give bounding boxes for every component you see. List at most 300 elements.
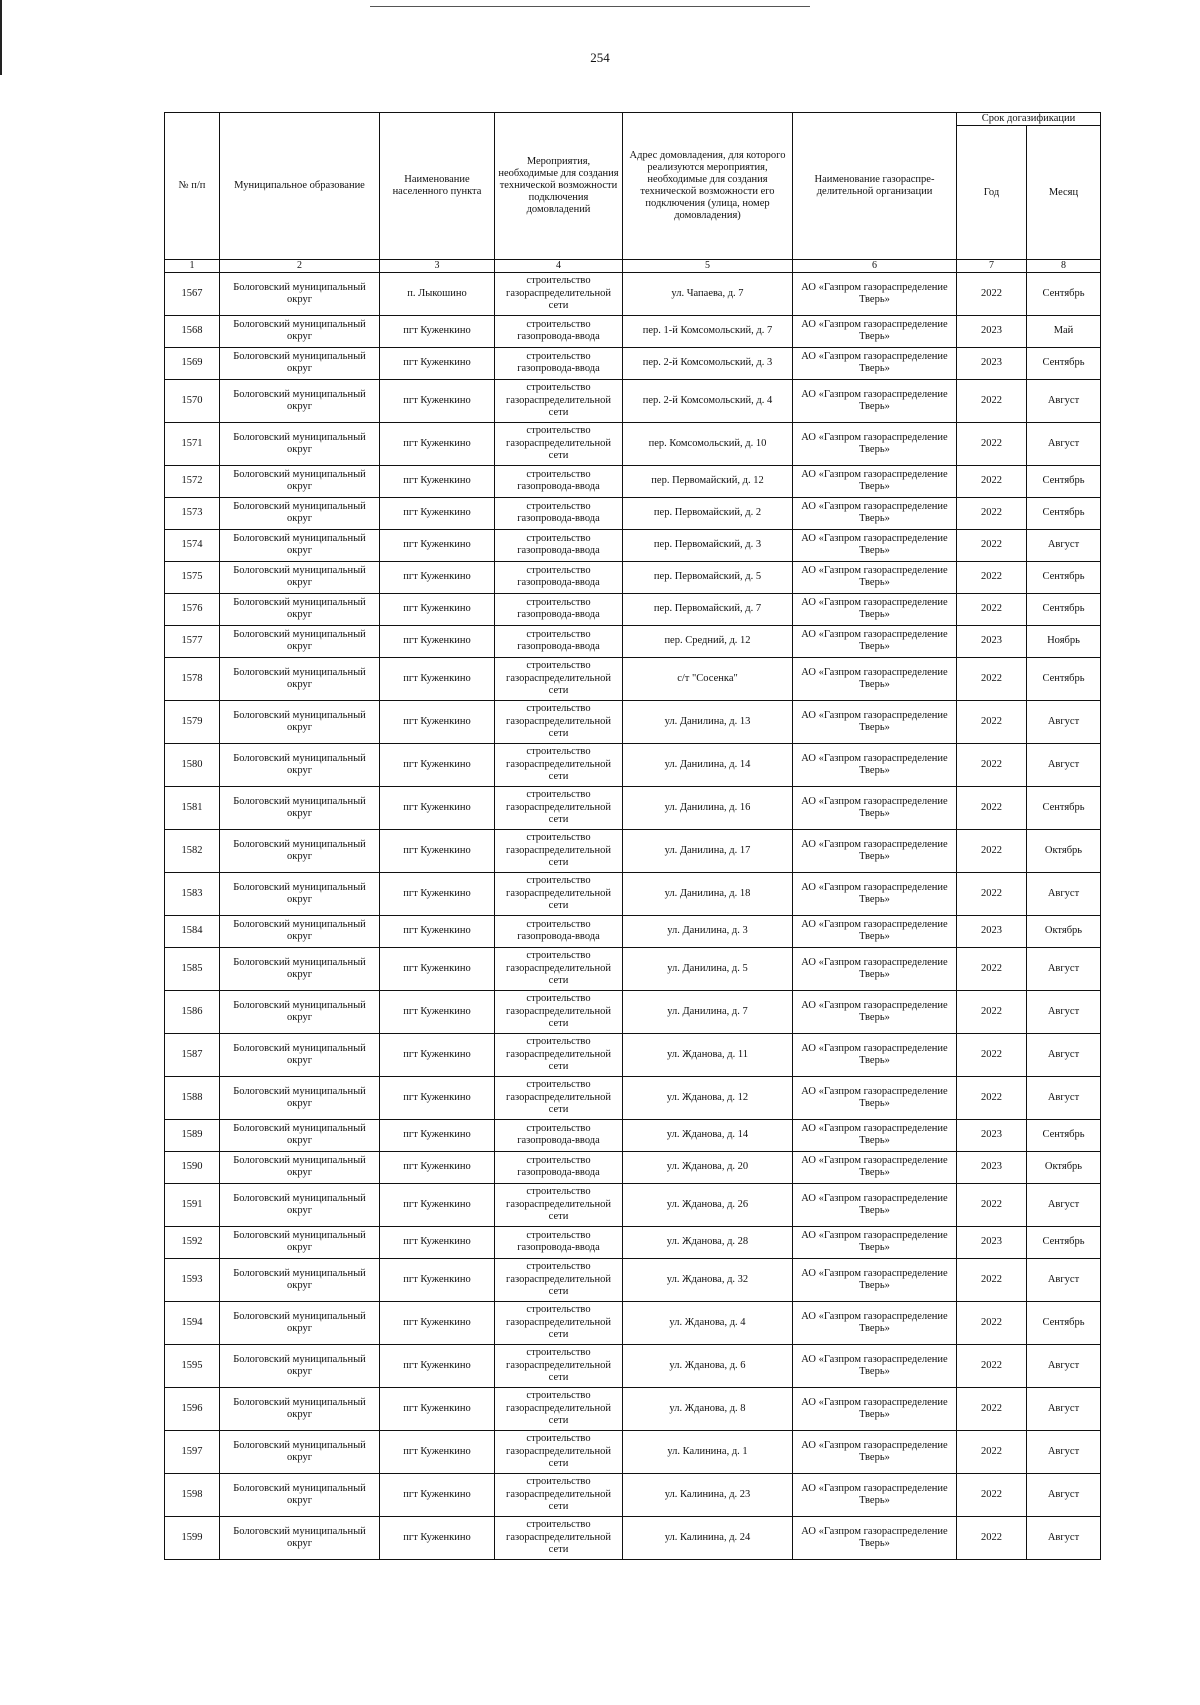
municipality-cell: Бологовский муниципальный округ bbox=[220, 561, 380, 593]
year-cell: 2022 bbox=[957, 657, 1027, 700]
settlement-cell: п. Лыкошино bbox=[380, 272, 495, 315]
municipality-cell: Бологовский муниципальный округ bbox=[220, 315, 380, 347]
address-cell: ул. Жданова, д. 12 bbox=[623, 1076, 793, 1119]
address-cell: пер. Средний, д. 12 bbox=[623, 625, 793, 657]
row-number: 1596 bbox=[165, 1387, 220, 1430]
table-row bbox=[165, 1473, 1101, 1516]
month-cell: Август bbox=[1027, 1344, 1101, 1387]
measure-cell: строительство газораспределительной сети bbox=[495, 379, 623, 422]
gdo-cell: АО «Газпром газораспределение Тверь» bbox=[793, 1516, 957, 1559]
gdo-cell: АО «Газпром газораспределение Тверь» bbox=[793, 743, 957, 786]
measure-cell: строительство газораспределительной сети bbox=[495, 700, 623, 743]
row-number: 1574 bbox=[165, 529, 220, 561]
gdo-cell: АО «Газпром газораспределение Тверь» bbox=[793, 915, 957, 947]
address-cell: пер. Первомайский, д. 12 bbox=[623, 465, 793, 497]
table-row bbox=[165, 561, 1101, 593]
year-cell: 2022 bbox=[957, 497, 1027, 529]
municipality-cell: Бологовский муниципальный округ bbox=[220, 1151, 380, 1183]
table-row bbox=[165, 657, 1101, 700]
year-cell: 2022 bbox=[957, 1183, 1027, 1226]
measure-cell: строительство газопровода-ввода bbox=[495, 1226, 623, 1258]
table-row bbox=[165, 1151, 1101, 1183]
table-row bbox=[165, 829, 1101, 872]
row-number: 1598 bbox=[165, 1473, 220, 1516]
settlement-cell: пгт Куженкино bbox=[380, 1076, 495, 1119]
measure-cell: строительство газораспределительной сети bbox=[495, 1344, 623, 1387]
gdo-cell: АО «Газпром газораспределение Тверь» bbox=[793, 1387, 957, 1430]
table-row bbox=[165, 915, 1101, 947]
address-cell: ул. Жданова, д. 26 bbox=[623, 1183, 793, 1226]
row-number: 1586 bbox=[165, 990, 220, 1033]
row-number: 1592 bbox=[165, 1226, 220, 1258]
address-cell: ул. Жданова, д. 20 bbox=[623, 1151, 793, 1183]
table-row bbox=[165, 786, 1101, 829]
municipality-cell: Бологовский муниципальный округ bbox=[220, 700, 380, 743]
measure-cell: строительство газораспределительной сети bbox=[495, 872, 623, 915]
municipality-cell: Бологовский муниципальный округ bbox=[220, 1516, 380, 1559]
measure-cell: строительство газораспределительной сети bbox=[495, 1473, 623, 1516]
municipality-cell: Бологовский муниципальный округ bbox=[220, 1258, 380, 1301]
header-row-top bbox=[165, 113, 1101, 126]
month-cell: Сентябрь bbox=[1027, 272, 1101, 315]
year-cell: 2023 bbox=[957, 347, 1027, 379]
measure-cell: строительство газораспределительной сети bbox=[495, 272, 623, 315]
header-term-group: Срок догазификации bbox=[957, 113, 1101, 126]
measure-cell: строительство газораспределительной сети bbox=[495, 829, 623, 872]
month-cell: Сентябрь bbox=[1027, 465, 1101, 497]
gdo-cell: АО «Газпром газораспределение Тверь» bbox=[793, 1258, 957, 1301]
municipality-cell: Бологовский муниципальный округ bbox=[220, 529, 380, 561]
gdo-cell: АО «Газпром газораспределение Тверь» bbox=[793, 1183, 957, 1226]
address-cell: пер. 1-й Комсомольский, д. 7 bbox=[623, 315, 793, 347]
month-cell: Август bbox=[1027, 1387, 1101, 1430]
measure-cell: строительство газораспределительной сети bbox=[495, 1258, 623, 1301]
year-cell: 2023 bbox=[957, 625, 1027, 657]
month-cell: Август bbox=[1027, 1076, 1101, 1119]
year-cell: 2022 bbox=[957, 1344, 1027, 1387]
row-number: 1579 bbox=[165, 700, 220, 743]
settlement-cell: пгт Куженкино bbox=[380, 786, 495, 829]
address-cell: ул. Калинина, д. 1 bbox=[623, 1430, 793, 1473]
municipality-cell: Бологовский муниципальный округ bbox=[220, 1473, 380, 1516]
month-cell: Август bbox=[1027, 700, 1101, 743]
year-cell: 2022 bbox=[957, 561, 1027, 593]
month-cell: Август bbox=[1027, 422, 1101, 465]
address-cell: пер. 2-й Комсомольский, д. 4 bbox=[623, 379, 793, 422]
column-number: 2 bbox=[220, 260, 380, 273]
row-number: 1591 bbox=[165, 1183, 220, 1226]
row-number: 1582 bbox=[165, 829, 220, 872]
month-cell: Октябрь bbox=[1027, 1151, 1101, 1183]
table-row bbox=[165, 1033, 1101, 1076]
municipality-cell: Бологовский муниципальный округ bbox=[220, 1076, 380, 1119]
gdo-cell: АО «Газпром газораспределение Тверь» bbox=[793, 990, 957, 1033]
address-cell: ул. Калинина, д. 24 bbox=[623, 1516, 793, 1559]
year-cell: 2022 bbox=[957, 1516, 1027, 1559]
municipality-cell: Бологовский муниципальный округ bbox=[220, 915, 380, 947]
municipality-cell: Бологовский муниципальный округ bbox=[220, 1183, 380, 1226]
row-number: 1568 bbox=[165, 315, 220, 347]
row-number: 1585 bbox=[165, 947, 220, 990]
settlement-cell: пгт Куженкино bbox=[380, 1119, 495, 1151]
month-cell: Август bbox=[1027, 529, 1101, 561]
table-row bbox=[165, 1119, 1101, 1151]
row-number: 1577 bbox=[165, 625, 220, 657]
address-cell: ул. Данилина, д. 18 bbox=[623, 872, 793, 915]
gdo-cell: АО «Газпром газораспределение Тверь» bbox=[793, 829, 957, 872]
settlement-cell: пгт Куженкино bbox=[380, 561, 495, 593]
settlement-cell: пгт Куженкино bbox=[380, 1258, 495, 1301]
year-cell: 2022 bbox=[957, 786, 1027, 829]
settlement-cell: пгт Куженкино bbox=[380, 990, 495, 1033]
settlement-cell: пгт Куженкино bbox=[380, 1226, 495, 1258]
month-cell: Сентябрь bbox=[1027, 561, 1101, 593]
gdo-cell: АО «Газпром газораспределение Тверь» bbox=[793, 786, 957, 829]
measure-cell: строительство газопровода-ввода bbox=[495, 465, 623, 497]
month-cell: Ноябрь bbox=[1027, 625, 1101, 657]
settlement-cell: пгт Куженкино bbox=[380, 1473, 495, 1516]
municipality-cell: Бологовский муниципальный округ bbox=[220, 1119, 380, 1151]
year-cell: 2022 bbox=[957, 1076, 1027, 1119]
municipality-cell: Бологовский муниципальный округ bbox=[220, 422, 380, 465]
settlement-cell: пгт Куженкино bbox=[380, 1430, 495, 1473]
month-cell: Октябрь bbox=[1027, 829, 1101, 872]
row-number: 1588 bbox=[165, 1076, 220, 1119]
table-row bbox=[165, 1430, 1101, 1473]
settlement-cell: пгт Куженкино bbox=[380, 625, 495, 657]
column-number: 3 bbox=[380, 260, 495, 273]
municipality-cell: Бологовский муниципальный округ bbox=[220, 990, 380, 1033]
settlement-cell: пгт Куженкино bbox=[380, 422, 495, 465]
measure-cell: строительство газопровода-ввода bbox=[495, 1119, 623, 1151]
measure-cell: строительство газораспределительной сети bbox=[495, 1301, 623, 1344]
address-cell: пер. Первомайский, д. 7 bbox=[623, 593, 793, 625]
month-cell: Май bbox=[1027, 315, 1101, 347]
table-row bbox=[165, 422, 1101, 465]
gdo-cell: АО «Газпром газораспределение Тверь» bbox=[793, 497, 957, 529]
gdo-cell: АО «Газпром газораспределение Тверь» bbox=[793, 529, 957, 561]
month-cell: Август bbox=[1027, 1033, 1101, 1076]
measure-cell: строительство газораспределительной сети bbox=[495, 1033, 623, 1076]
municipality-cell: Бологовский муниципальный округ bbox=[220, 1344, 380, 1387]
column-number: 1 bbox=[165, 260, 220, 273]
settlement-cell: пгт Куженкино bbox=[380, 1387, 495, 1430]
municipality-cell: Бологовский муниципальный округ bbox=[220, 1387, 380, 1430]
municipality-cell: Бологовский муниципальный округ bbox=[220, 829, 380, 872]
municipality-cell: Бологовский муниципальный округ bbox=[220, 1226, 380, 1258]
address-cell: пер. Первомайский, д. 3 bbox=[623, 529, 793, 561]
address-cell: пер. Комсомольский, д. 10 bbox=[623, 422, 793, 465]
month-cell: Август bbox=[1027, 1430, 1101, 1473]
gdo-cell: АО «Газпром газораспределение Тверь» bbox=[793, 657, 957, 700]
gdo-cell: АО «Газпром газораспределение Тверь» bbox=[793, 1430, 957, 1473]
row-number: 1572 bbox=[165, 465, 220, 497]
measure-cell: строительство газораспределительной сети bbox=[495, 1076, 623, 1119]
month-cell: Август bbox=[1027, 872, 1101, 915]
month-cell: Август bbox=[1027, 947, 1101, 990]
table-row bbox=[165, 1301, 1101, 1344]
address-cell: ул. Жданова, д. 32 bbox=[623, 1258, 793, 1301]
measure-cell: строительство газопровода-ввода bbox=[495, 625, 623, 657]
year-cell: 2022 bbox=[957, 1473, 1027, 1516]
municipality-cell: Бологовский муниципальный округ bbox=[220, 497, 380, 529]
settlement-cell: пгт Куженкино bbox=[380, 379, 495, 422]
settlement-cell: пгт Куженкино bbox=[380, 593, 495, 625]
table-row bbox=[165, 743, 1101, 786]
year-cell: 2023 bbox=[957, 1151, 1027, 1183]
month-cell: Сентябрь bbox=[1027, 786, 1101, 829]
measure-cell: строительство газопровода-ввода bbox=[495, 497, 623, 529]
gdo-cell: АО «Газпром газораспределение Тверь» bbox=[793, 1226, 957, 1258]
table-row bbox=[165, 700, 1101, 743]
year-cell: 2022 bbox=[957, 872, 1027, 915]
row-number: 1583 bbox=[165, 872, 220, 915]
row-number: 1599 bbox=[165, 1516, 220, 1559]
row-number: 1589 bbox=[165, 1119, 220, 1151]
month-cell: Сентябрь bbox=[1027, 593, 1101, 625]
month-cell: Сентябрь bbox=[1027, 497, 1101, 529]
measure-cell: строительство газопровода-ввода bbox=[495, 915, 623, 947]
settlement-cell: пгт Куженкино bbox=[380, 743, 495, 786]
settlement-cell: пгт Куженкино bbox=[380, 315, 495, 347]
month-cell: Сентябрь bbox=[1027, 1119, 1101, 1151]
municipality-cell: Бологовский муниципальный округ bbox=[220, 657, 380, 700]
row-number: 1581 bbox=[165, 786, 220, 829]
column-number: 7 bbox=[957, 260, 1027, 273]
header-settlement: Наименование населенного пункта bbox=[380, 113, 495, 260]
gdo-cell: АО «Газпром газораспределение Тверь» bbox=[793, 947, 957, 990]
municipality-cell: Бологовский муниципальный округ bbox=[220, 872, 380, 915]
settlement-cell: пгт Куженкино bbox=[380, 529, 495, 561]
year-cell: 2023 bbox=[957, 1119, 1027, 1151]
gdo-cell: АО «Газпром газораспределение Тверь» bbox=[793, 1344, 957, 1387]
header-municipality: Муниципальное образование bbox=[220, 113, 380, 260]
gdo-cell: АО «Газпром газораспределение Тверь» bbox=[793, 347, 957, 379]
measure-cell: строительство газораспределительной сети bbox=[495, 1516, 623, 1559]
year-cell: 2022 bbox=[957, 1301, 1027, 1344]
gasification-table bbox=[164, 112, 1101, 1560]
year-cell: 2022 bbox=[957, 947, 1027, 990]
address-cell: пер. 2-й Комсомольский, д. 3 bbox=[623, 347, 793, 379]
header-gdo: Наименование газораспре-делительной организации bbox=[793, 113, 957, 260]
gdo-cell: АО «Газпром газораспределение Тверь» bbox=[793, 422, 957, 465]
table-row bbox=[165, 497, 1101, 529]
column-number: 4 bbox=[495, 260, 623, 273]
month-cell: Сентябрь bbox=[1027, 347, 1101, 379]
gdo-cell: АО «Газпром газораспределение Тверь» bbox=[793, 1151, 957, 1183]
column-number-row bbox=[165, 260, 1101, 273]
address-cell: ул. Жданова, д. 4 bbox=[623, 1301, 793, 1344]
gdo-cell: АО «Газпром газораспределение Тверь» bbox=[793, 1076, 957, 1119]
gdo-cell: АО «Газпром газораспределение Тверь» bbox=[793, 315, 957, 347]
table-body bbox=[165, 272, 1101, 1559]
municipality-cell: Бологовский муниципальный округ bbox=[220, 347, 380, 379]
municipality-cell: Бологовский муниципальный округ bbox=[220, 625, 380, 657]
table-row bbox=[165, 1076, 1101, 1119]
month-cell: Август bbox=[1027, 1183, 1101, 1226]
gdo-cell: АО «Газпром газораспределение Тверь» bbox=[793, 625, 957, 657]
page-number: 254 bbox=[590, 50, 610, 65]
municipality-cell: Бологовский муниципальный округ bbox=[220, 465, 380, 497]
row-number: 1584 bbox=[165, 915, 220, 947]
table-row bbox=[165, 1387, 1101, 1430]
table-row bbox=[165, 872, 1101, 915]
row-number: 1569 bbox=[165, 347, 220, 379]
settlement-cell: пгт Куженкино bbox=[380, 947, 495, 990]
table-row bbox=[165, 529, 1101, 561]
table-row bbox=[165, 347, 1101, 379]
table-row bbox=[165, 1183, 1101, 1226]
municipality-cell: Бологовский муниципальный округ bbox=[220, 1033, 380, 1076]
year-cell: 2022 bbox=[957, 1033, 1027, 1076]
address-cell: ул. Жданова, д. 6 bbox=[623, 1344, 793, 1387]
table-row bbox=[165, 625, 1101, 657]
month-cell: Август bbox=[1027, 743, 1101, 786]
measure-cell: строительство газопровода-ввода bbox=[495, 529, 623, 561]
address-cell: ул. Данилина, д. 7 bbox=[623, 990, 793, 1033]
row-number: 1597 bbox=[165, 1430, 220, 1473]
year-cell: 2022 bbox=[957, 593, 1027, 625]
year-cell: 2022 bbox=[957, 272, 1027, 315]
month-cell: Август bbox=[1027, 1473, 1101, 1516]
settlement-cell: пгт Куженкино bbox=[380, 1151, 495, 1183]
gdo-cell: АО «Газпром газораспределение Тверь» bbox=[793, 272, 957, 315]
measure-cell: строительство газораспределительной сети bbox=[495, 422, 623, 465]
measure-cell: строительство газораспределительной сети bbox=[495, 1387, 623, 1430]
measure-cell: строительство газораспределительной сети bbox=[495, 1430, 623, 1473]
month-cell: Август bbox=[1027, 379, 1101, 422]
year-cell: 2022 bbox=[957, 700, 1027, 743]
municipality-cell: Бологовский муниципальный округ bbox=[220, 272, 380, 315]
year-cell: 2022 bbox=[957, 422, 1027, 465]
gdo-cell: АО «Газпром газораспределение Тверь» bbox=[793, 1119, 957, 1151]
header-num: № п/п bbox=[165, 113, 220, 260]
year-cell: 2023 bbox=[957, 1226, 1027, 1258]
year-cell: 2022 bbox=[957, 1387, 1027, 1430]
measure-cell: строительство газопровода-ввода bbox=[495, 593, 623, 625]
year-cell: 2022 bbox=[957, 1430, 1027, 1473]
row-number: 1590 bbox=[165, 1151, 220, 1183]
month-cell: Август bbox=[1027, 990, 1101, 1033]
table-row bbox=[165, 1516, 1101, 1559]
measure-cell: строительство газораспределительной сети bbox=[495, 786, 623, 829]
row-number: 1570 bbox=[165, 379, 220, 422]
table-row bbox=[165, 1226, 1101, 1258]
settlement-cell: пгт Куженкино bbox=[380, 657, 495, 700]
row-number: 1576 bbox=[165, 593, 220, 625]
settlement-cell: пгт Куженкино bbox=[380, 497, 495, 529]
header-measures: Мероприятия, необходимые для создания технической возможности подключения домовладений bbox=[495, 113, 623, 260]
row-number: 1567 bbox=[165, 272, 220, 315]
year-cell: 2022 bbox=[957, 529, 1027, 561]
table-row bbox=[165, 315, 1101, 347]
measure-cell: строительство газораспределительной сети bbox=[495, 1183, 623, 1226]
settlement-cell: пгт Куженкино bbox=[380, 872, 495, 915]
table-row bbox=[165, 593, 1101, 625]
year-cell: 2022 bbox=[957, 465, 1027, 497]
measure-cell: строительство газораспределительной сети bbox=[495, 990, 623, 1033]
settlement-cell: пгт Куженкино bbox=[380, 1516, 495, 1559]
municipality-cell: Бологовский муниципальный округ bbox=[220, 743, 380, 786]
address-cell: ул. Данилина, д. 5 bbox=[623, 947, 793, 990]
municipality-cell: Бологовский муниципальный округ bbox=[220, 786, 380, 829]
table-row bbox=[165, 272, 1101, 315]
year-cell: 2022 bbox=[957, 990, 1027, 1033]
measure-cell: строительство газопровода-ввода bbox=[495, 1151, 623, 1183]
month-cell: Сентябрь bbox=[1027, 1226, 1101, 1258]
table-row bbox=[165, 990, 1101, 1033]
address-cell: ул. Жданова, д. 28 bbox=[623, 1226, 793, 1258]
municipality-cell: Бологовский муниципальный округ bbox=[220, 947, 380, 990]
settlement-cell: пгт Куженкино bbox=[380, 1301, 495, 1344]
month-cell: Октябрь bbox=[1027, 915, 1101, 947]
month-cell: Сентябрь bbox=[1027, 657, 1101, 700]
address-cell: ул. Чапаева, д. 7 bbox=[623, 272, 793, 315]
column-number: 5 bbox=[623, 260, 793, 273]
row-number: 1595 bbox=[165, 1344, 220, 1387]
settlement-cell: пгт Куженкино bbox=[380, 829, 495, 872]
settlement-cell: пгт Куженкино bbox=[380, 347, 495, 379]
address-cell: ул. Жданова, д. 8 bbox=[623, 1387, 793, 1430]
table-row bbox=[165, 1344, 1101, 1387]
header-year: Год bbox=[957, 126, 1027, 260]
table-row bbox=[165, 1258, 1101, 1301]
month-cell: Август bbox=[1027, 1516, 1101, 1559]
settlement-cell: пгт Куженкино bbox=[380, 1183, 495, 1226]
header-month: Месяц bbox=[1027, 126, 1101, 260]
measure-cell: строительство газопровода-ввода bbox=[495, 315, 623, 347]
gdo-cell: АО «Газпром газораспределение Тверь» bbox=[793, 379, 957, 422]
row-number: 1578 bbox=[165, 657, 220, 700]
address-cell: пер. Первомайский, д. 5 bbox=[623, 561, 793, 593]
row-number: 1575 bbox=[165, 561, 220, 593]
table-row bbox=[165, 947, 1101, 990]
settlement-cell: пгт Куженкино bbox=[380, 1344, 495, 1387]
row-number: 1594 bbox=[165, 1301, 220, 1344]
address-cell: ул. Калинина, д. 23 bbox=[623, 1473, 793, 1516]
gdo-cell: АО «Газпром газораспределение Тверь» bbox=[793, 1033, 957, 1076]
municipality-cell: Бологовский муниципальный округ bbox=[220, 1430, 380, 1473]
settlement-cell: пгт Куженкино bbox=[380, 915, 495, 947]
row-number: 1571 bbox=[165, 422, 220, 465]
measure-cell: строительство газораспределительной сети bbox=[495, 743, 623, 786]
year-cell: 2022 bbox=[957, 379, 1027, 422]
scan-top-line bbox=[370, 6, 810, 7]
column-number: 6 bbox=[793, 260, 957, 273]
measure-cell: строительство газораспределительной сети bbox=[495, 657, 623, 700]
column-number: 8 bbox=[1027, 260, 1101, 273]
address-cell: пер. Первомайский, д. 2 bbox=[623, 497, 793, 529]
year-cell: 2022 bbox=[957, 829, 1027, 872]
settlement-cell: пгт Куженкино bbox=[380, 465, 495, 497]
year-cell: 2023 bbox=[957, 915, 1027, 947]
settlement-cell: пгт Куженкино bbox=[380, 1033, 495, 1076]
gdo-cell: АО «Газпром газораспределение Тверь» bbox=[793, 1473, 957, 1516]
month-cell: Сентябрь bbox=[1027, 1301, 1101, 1344]
month-cell: Август bbox=[1027, 1258, 1101, 1301]
header-address: Адрес домовладения, для которого реализуются мероприятия, необходимые для создания технической возможности его подключения (улица, номер домовладения) bbox=[623, 113, 793, 260]
address-cell: с/т "Сосенка" bbox=[623, 657, 793, 700]
measure-cell: строительство газопровода-ввода bbox=[495, 347, 623, 379]
row-number: 1593 bbox=[165, 1258, 220, 1301]
address-cell: ул. Жданова, д. 14 bbox=[623, 1119, 793, 1151]
address-cell: ул. Данилина, д. 16 bbox=[623, 786, 793, 829]
gdo-cell: АО «Газпром газораспределение Тверь» bbox=[793, 593, 957, 625]
address-cell: ул. Данилина, д. 13 bbox=[623, 700, 793, 743]
measure-cell: строительство газопровода-ввода bbox=[495, 561, 623, 593]
row-number: 1580 bbox=[165, 743, 220, 786]
gdo-cell: АО «Газпром газораспределение Тверь» bbox=[793, 872, 957, 915]
